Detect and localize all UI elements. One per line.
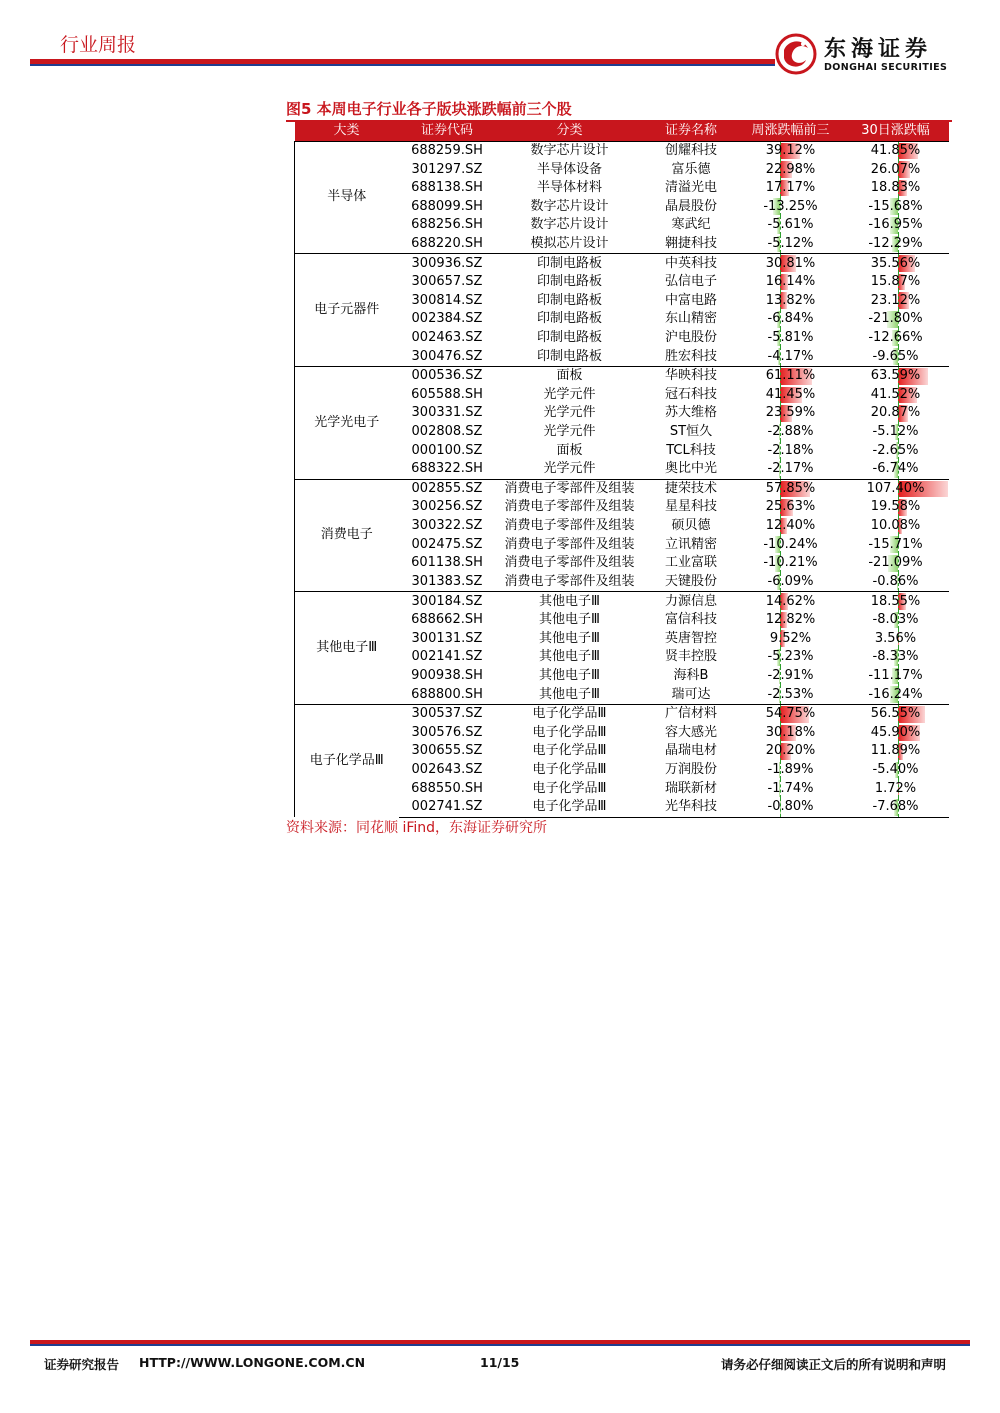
category-cell: 电子化学品Ⅲ — [295, 704, 399, 817]
change-value: -2.17% — [767, 461, 814, 477]
change-value: -15.68% — [868, 198, 923, 214]
security-code-cell: 000100.SZ — [411, 442, 483, 458]
d30-change-cell — [843, 386, 949, 405]
subsector-cell: 光学元件 — [543, 424, 596, 440]
subsector-cell: 其他电子Ⅲ — [539, 612, 600, 628]
security-name-cell: 光华科技 — [644, 798, 739, 817]
d30-change-cell — [843, 197, 949, 216]
security-name-cell: 创耀科技 — [644, 141, 739, 160]
week-change-cell — [739, 761, 843, 780]
security-name-cell: 立讯精密 — [664, 536, 717, 552]
d30-change-cell — [843, 404, 949, 423]
report-type-title: 行业周报 — [60, 34, 137, 56]
change-value: -7.68% — [872, 799, 919, 815]
change-value: 3.56% — [874, 630, 917, 646]
subsector-cell: 消费电子零部件及组装 — [504, 518, 635, 534]
d30-change-cell — [843, 423, 949, 442]
change-value: 1.72% — [874, 780, 917, 796]
security-code-cell: 688322.SH — [411, 461, 483, 477]
security-name-cell: 奥比中光 — [664, 461, 717, 477]
security-code-cell: 002463.SZ — [411, 330, 483, 345]
subsector-cell: 电子化学品Ⅲ — [532, 724, 607, 740]
security-name-cell: 力源信息 — [644, 592, 739, 611]
security-name-cell: 沪电股份 — [664, 330, 717, 345]
security-name-cell: 富乐德 — [671, 161, 711, 177]
week-change-cell — [739, 535, 843, 554]
security-code-cell: 300476.SZ — [411, 348, 483, 364]
subsector-cell: 其他电子Ⅲ — [496, 592, 644, 611]
change-value: 13.82% — [765, 292, 816, 308]
d30-change-cell — [843, 535, 949, 554]
d30-change-cell — [843, 254, 949, 273]
change-value: -12.29% — [868, 235, 923, 251]
week-change-cell — [739, 441, 843, 460]
d30-change-cell — [843, 517, 949, 536]
category-cell: 消费电子 — [295, 479, 399, 592]
d30-change-cell — [843, 498, 949, 517]
security-code-cell: 300814.SZ — [411, 292, 483, 308]
week-change-cell — [739, 347, 843, 366]
d30-change-cell — [843, 554, 949, 573]
change-value: -6.09% — [767, 573, 814, 589]
header-week-change: 周涨跌幅前三 — [739, 122, 843, 141]
change-value: -2.88% — [767, 424, 814, 440]
security-code-cell: 688550.SH — [411, 780, 483, 796]
category-cell: 其他电子Ⅲ — [295, 592, 399, 705]
security-code-cell: 688662.SH — [411, 612, 483, 628]
security-name-cell: 晶晨股份 — [664, 198, 717, 214]
security-name-cell: 胜宏科技 — [664, 348, 717, 364]
change-value: 22.98% — [765, 161, 816, 177]
security-name-cell: 富信科技 — [664, 612, 717, 628]
week-change-cell — [739, 310, 843, 329]
table-row — [295, 141, 949, 160]
change-value: 11.89% — [870, 743, 921, 759]
week-change-cell — [739, 273, 843, 292]
week-change-cell — [739, 386, 843, 405]
security-code-cell: 002855.SZ — [399, 479, 496, 498]
week-change-cell — [739, 460, 843, 479]
d30-change-cell — [843, 479, 949, 498]
security-code-cell: 688800.SH — [411, 686, 483, 702]
table-row — [295, 592, 949, 611]
header-30d-change: 30日涨跌幅 — [843, 122, 949, 141]
subsector-cell: 数字芯片设计 — [530, 198, 609, 214]
subsector-cell: 数字芯片设计 — [530, 217, 609, 233]
logo-chinese-name: 东海证券 — [824, 36, 933, 62]
week-change-cell — [739, 329, 843, 348]
change-value: -1.74% — [767, 780, 814, 796]
change-value: -2.91% — [767, 667, 814, 683]
week-change-cell — [739, 685, 843, 704]
change-value: -6.84% — [767, 311, 814, 327]
change-value: 23.59% — [765, 405, 816, 421]
security-code-cell: 300131.SZ — [411, 630, 483, 646]
change-value: 35.56% — [870, 255, 921, 271]
change-value: 18.83% — [870, 180, 921, 196]
d30-change-cell — [843, 460, 949, 479]
d30-change-cell — [843, 724, 949, 743]
security-code-cell: 900938.SH — [411, 667, 483, 683]
change-value: 30.81% — [765, 255, 816, 271]
week-change-cell — [739, 160, 843, 179]
security-name-cell: 英唐智控 — [664, 630, 717, 646]
subsector-cell: 电子化学品Ⅲ — [496, 704, 644, 723]
subsector-cell: 电子化学品Ⅲ — [532, 762, 607, 778]
change-value: -8.03% — [872, 612, 919, 628]
subsector-cell: 消费电子零部件及组装 — [504, 499, 635, 515]
category-cell: 电子元器件 — [295, 254, 399, 367]
week-change-cell — [739, 254, 843, 273]
subsector-cell: 面板 — [496, 366, 644, 385]
subsector-cell: 半导体设备 — [536, 161, 602, 177]
week-change-cell — [739, 141, 843, 160]
change-value: -5.12% — [767, 235, 814, 251]
change-value: 12.40% — [765, 518, 816, 534]
d30-change-cell — [843, 366, 949, 385]
subsector-cell: 半导体材料 — [536, 180, 602, 196]
subsector-cell: 电子化学品Ⅲ — [532, 780, 607, 796]
header-category: 大类 — [295, 122, 399, 141]
week-change-cell — [739, 216, 843, 235]
d30-change-cell — [843, 160, 949, 179]
change-value: 16.14% — [765, 274, 816, 290]
change-value: -11.17% — [868, 667, 923, 683]
security-code-cell: 300657.SZ — [411, 274, 483, 290]
d30-change-cell — [843, 779, 949, 798]
security-name-cell: 天键股份 — [664, 573, 717, 589]
security-code-cell: 002384.SZ — [411, 311, 483, 327]
subsector-cell: 其他电子Ⅲ — [539, 686, 600, 702]
change-value: -5.61% — [767, 217, 814, 233]
footer-divider-blue — [30, 1344, 970, 1346]
change-value: 61.11% — [765, 368, 816, 384]
security-code-cell: 300322.SZ — [411, 518, 483, 534]
company-logo — [772, 30, 972, 80]
change-value: 9.52% — [769, 630, 812, 646]
security-code-cell: 300537.SZ — [399, 704, 496, 723]
d30-change-cell — [843, 798, 949, 817]
change-value: 25.63% — [765, 499, 816, 515]
subsector-cell: 光学元件 — [543, 386, 596, 402]
subsector-cell: 消费电子零部件及组装 — [504, 555, 635, 571]
week-change-cell — [739, 291, 843, 310]
change-value: 20.20% — [765, 743, 816, 759]
category-cell: 光学光电子 — [295, 366, 399, 479]
security-code-cell: 601138.SH — [411, 555, 483, 571]
change-value: 41.52% — [870, 386, 921, 402]
subsector-cell: 消费电子零部件及组装 — [504, 536, 635, 552]
security-code-cell: 300576.SZ — [411, 724, 483, 740]
change-value: 39.12% — [765, 142, 816, 158]
security-name-cell: 工业富联 — [664, 555, 717, 571]
d30-change-cell — [843, 329, 949, 348]
change-value: -13.25% — [763, 198, 818, 214]
change-value: 14.62% — [765, 593, 816, 609]
security-name-cell: 中英科技 — [644, 254, 739, 273]
week-change-cell — [739, 724, 843, 743]
change-value: -4.17% — [767, 348, 814, 364]
dragon-emblem-icon — [772, 30, 820, 78]
security-code-cell: 300184.SZ — [399, 592, 496, 611]
subsector-cell: 印制电路板 — [536, 311, 602, 327]
change-value: -5.40% — [872, 762, 919, 778]
change-value: 15.87% — [870, 274, 921, 290]
stock-performance-table — [294, 122, 949, 818]
change-value: 63.59% — [870, 368, 921, 384]
week-change-cell — [739, 667, 843, 686]
change-value: -12.66% — [868, 330, 923, 345]
d30-change-cell — [843, 141, 949, 160]
change-value: 23.12% — [870, 292, 921, 308]
header-name: 证券名称 — [644, 122, 739, 141]
security-name-cell: 广信材料 — [644, 704, 739, 723]
security-name-cell: 翱捷科技 — [664, 235, 717, 251]
footer-report-label: 证券研究报告 — [44, 1357, 120, 1372]
security-code-cell: 688259.SH — [399, 141, 496, 160]
week-change-cell — [739, 498, 843, 517]
change-value: 30.18% — [765, 724, 816, 740]
change-value: -8.33% — [872, 649, 919, 665]
subsector-cell: 印制电路板 — [536, 348, 602, 364]
change-value: 57.85% — [765, 480, 816, 496]
security-name-cell: 星星科技 — [664, 499, 717, 515]
change-value: -21.80% — [868, 311, 923, 327]
week-change-cell — [739, 798, 843, 817]
change-value: 41.85% — [870, 142, 921, 158]
change-value: 20.87% — [870, 405, 921, 421]
d30-change-cell — [843, 648, 949, 667]
change-value: -2.53% — [767, 686, 814, 702]
logo-english-name: DONGHAI SECURITIES — [824, 62, 948, 73]
security-name-cell: 晶瑞电材 — [664, 743, 717, 759]
change-value: 45.90% — [870, 724, 921, 740]
subsector-cell: 模拟芯片设计 — [530, 235, 609, 251]
security-code-cell: 002475.SZ — [411, 536, 483, 552]
change-value: -2.65% — [872, 442, 919, 458]
change-value: -16.95% — [868, 217, 923, 233]
change-value: 41.45% — [765, 386, 816, 402]
security-name-cell: 苏大维格 — [664, 405, 717, 421]
subsector-cell: 光学元件 — [543, 405, 596, 421]
week-change-cell — [739, 479, 843, 498]
table-row — [295, 254, 949, 273]
subsector-cell: 面板 — [556, 442, 583, 458]
category-cell: 半导体 — [295, 141, 399, 254]
security-code-cell: 002141.SZ — [411, 649, 483, 665]
security-code-cell: 002643.SZ — [411, 762, 483, 778]
header-subsector: 分类 — [496, 122, 644, 141]
header-code: 证券代码 — [399, 122, 496, 141]
data-source-note: 资料来源：同花顺 iFind，东海证券研究所 — [286, 820, 548, 836]
table-row — [295, 366, 949, 385]
week-change-cell — [739, 629, 843, 648]
subsector-cell: 消费电子零部件及组装 — [496, 479, 644, 498]
subsector-cell: 印制电路板 — [536, 274, 602, 290]
security-name-cell: 容大感光 — [664, 724, 717, 740]
d30-change-cell — [843, 291, 949, 310]
table-row — [295, 704, 949, 723]
change-value: -10.21% — [763, 555, 818, 571]
week-change-cell — [739, 742, 843, 761]
change-value: -9.65% — [872, 348, 919, 364]
security-code-cell: 688256.SH — [411, 217, 483, 233]
d30-change-cell — [843, 573, 949, 592]
d30-change-cell — [843, 611, 949, 630]
week-change-cell — [739, 404, 843, 423]
d30-change-cell — [843, 761, 949, 780]
change-value: 18.55% — [870, 593, 921, 609]
d30-change-cell — [843, 742, 949, 761]
change-value: -5.23% — [767, 649, 814, 665]
subsector-cell: 消费电子零部件及组装 — [504, 573, 635, 589]
security-code-cell: 605588.SH — [411, 386, 483, 402]
d30-change-cell — [843, 347, 949, 366]
subsector-cell: 其他电子Ⅲ — [539, 649, 600, 665]
d30-change-cell — [843, 441, 949, 460]
security-code-cell: 002808.SZ — [411, 424, 483, 440]
table-header-row — [295, 122, 949, 141]
d30-change-cell — [843, 216, 949, 235]
d30-change-cell — [843, 310, 949, 329]
security-code-cell: 688138.SH — [411, 180, 483, 196]
security-name-cell: 捷荣技术 — [644, 479, 739, 498]
security-code-cell: 300256.SZ — [411, 499, 483, 515]
change-value: 56.55% — [870, 706, 921, 722]
d30-change-cell — [843, 704, 949, 723]
security-name-cell: 华映科技 — [644, 366, 739, 385]
week-change-cell — [739, 179, 843, 198]
d30-change-cell — [843, 667, 949, 686]
footer-disclaimer: 请务必仔细阅读正文后的所有说明和声明 — [721, 1357, 947, 1372]
security-code-cell: 688099.SH — [411, 198, 483, 214]
subsector-cell: 其他电子Ⅲ — [539, 667, 600, 683]
subsector-cell: 其他电子Ⅲ — [539, 630, 600, 646]
security-name-cell: 贤丰控股 — [664, 649, 717, 665]
header-divider-blue — [30, 64, 775, 66]
change-value: -6.74% — [872, 461, 919, 477]
change-value: 17.17% — [765, 180, 816, 196]
week-change-cell — [739, 517, 843, 536]
week-change-cell — [739, 648, 843, 667]
subsector-cell: 印制电路板 — [496, 254, 644, 273]
week-change-cell — [739, 611, 843, 630]
security-code-cell: 301383.SZ — [411, 573, 483, 589]
security-code-cell: 688220.SH — [411, 235, 483, 251]
change-value: 26.07% — [870, 161, 921, 177]
change-value: -5.81% — [767, 330, 814, 345]
footer-page-number: 11/15 — [480, 1355, 520, 1370]
change-value: 19.58% — [870, 499, 921, 515]
security-code-cell: 300655.SZ — [411, 743, 483, 759]
security-name-cell: TCL科技 — [666, 442, 716, 458]
d30-change-cell — [843, 179, 949, 198]
change-value: -5.12% — [872, 424, 919, 440]
security-code-cell: 000536.SZ — [399, 366, 496, 385]
figure-title: 图5 本周电子行业各子版块涨跌幅前三个股 — [286, 100, 572, 118]
change-value: -10.24% — [763, 536, 818, 552]
security-code-cell: 300331.SZ — [411, 405, 483, 421]
security-name-cell: 瑞联新材 — [664, 780, 717, 796]
subsector-cell: 印制电路板 — [536, 330, 602, 345]
security-name-cell: 海科B — [673, 667, 709, 683]
d30-change-cell — [843, 629, 949, 648]
week-change-cell — [739, 366, 843, 385]
week-change-cell — [739, 704, 843, 723]
d30-change-cell — [843, 273, 949, 292]
change-value: 54.75% — [765, 706, 816, 722]
subsector-cell: 印制电路板 — [536, 292, 602, 308]
security-name-cell: 东山精密 — [664, 311, 717, 327]
security-name-cell: 弘信电子 — [664, 274, 717, 290]
table-row — [295, 479, 949, 498]
change-value: -21.09% — [868, 555, 923, 571]
security-name-cell: 中富电路 — [664, 292, 717, 308]
security-name-cell: 万润股份 — [664, 762, 717, 778]
security-code-cell: 300936.SZ — [399, 254, 496, 273]
subsector-cell: 电子化学品Ⅲ — [496, 798, 644, 817]
week-change-cell — [739, 235, 843, 254]
footer-website-link[interactable]: HTTP://WWW.LONGONE.COM.CN — [139, 1355, 366, 1370]
security-name-cell: 瑞可达 — [671, 686, 711, 702]
subsector-cell: 电子化学品Ⅲ — [532, 743, 607, 759]
week-change-cell — [739, 573, 843, 592]
change-value: 12.82% — [765, 612, 816, 628]
change-value: -16.24% — [868, 686, 923, 702]
change-value: 107.40% — [866, 480, 925, 496]
security-name-cell: 清溢光电 — [664, 180, 717, 196]
week-change-cell — [739, 423, 843, 442]
change-value: -0.80% — [767, 799, 814, 815]
security-code-cell: 002741.SZ — [399, 798, 496, 817]
week-change-cell — [739, 592, 843, 611]
subsector-cell: 光学元件 — [543, 461, 596, 477]
security-code-cell: 301297.SZ — [411, 161, 483, 177]
d30-change-cell — [843, 235, 949, 254]
d30-change-cell — [843, 592, 949, 611]
change-value: -1.89% — [767, 762, 814, 778]
change-value: -2.18% — [767, 442, 814, 458]
change-value: 10.08% — [870, 518, 921, 534]
subsector-cell: 数字芯片设计 — [496, 141, 644, 160]
week-change-cell — [739, 197, 843, 216]
week-change-cell — [739, 554, 843, 573]
d30-change-cell — [843, 685, 949, 704]
security-name-cell: 寒武纪 — [671, 217, 711, 233]
security-name-cell: 冠石科技 — [664, 386, 717, 402]
week-change-cell — [739, 779, 843, 798]
security-name-cell: ST恒久 — [669, 424, 713, 440]
change-value: -15.71% — [868, 536, 923, 552]
change-value: -0.86% — [872, 573, 919, 589]
security-name-cell: 硕贝德 — [671, 518, 711, 534]
